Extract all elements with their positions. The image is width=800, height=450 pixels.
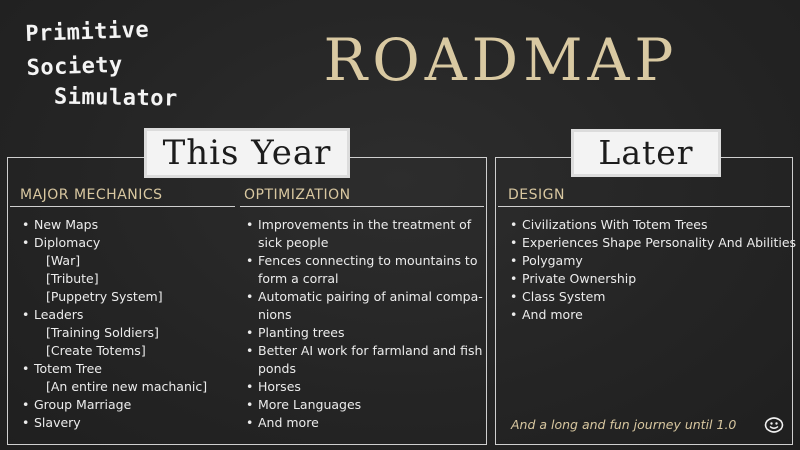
list-item: • Private Ownership xyxy=(510,270,796,288)
list-item: • Group Marriage xyxy=(22,396,207,414)
optimization-list xyxy=(246,216,483,432)
logo-line-2: Simulator xyxy=(53,84,178,112)
major-mechanics-list xyxy=(22,216,207,432)
logo-line-1: Primitive Society xyxy=(25,17,150,81)
list-item: • And more xyxy=(246,414,483,432)
list-item: • New Maps xyxy=(22,216,207,234)
list-item: • Civilizations With Totem Trees xyxy=(510,216,796,234)
list-item: • Diplomacy xyxy=(22,234,207,252)
design-heading: DESIGN xyxy=(508,187,565,203)
list-item: • Slavery xyxy=(22,414,207,432)
design-list xyxy=(510,216,796,324)
sub-list-item: [Tribute] xyxy=(46,271,99,286)
optimization-heading: OPTIMIZATION xyxy=(244,187,351,203)
journey-note: And a long and fun journey until 1.0 xyxy=(511,417,737,432)
page-title: ROADMAP xyxy=(323,26,679,94)
sub-list-item: [Puppetry System] xyxy=(46,289,163,304)
list-item: • Improvements in the treatment of xyxy=(246,216,483,234)
list-item: • Experiences Shape Personality And Abilities xyxy=(510,234,796,252)
sub-list-item: [Training Soldiers] xyxy=(46,325,159,340)
this-year-label: This Year xyxy=(144,128,350,178)
column-divider xyxy=(10,206,235,207)
list-item: • Automatic pairing of animal compa- xyxy=(246,288,483,306)
list-item: • Class System xyxy=(510,288,796,306)
column-divider xyxy=(240,206,484,207)
list-item: • And more xyxy=(510,306,796,324)
list-item: • Leaders xyxy=(22,306,207,324)
column-divider xyxy=(498,206,790,207)
list-item: form a corral xyxy=(258,271,339,286)
sub-list-item: [War] xyxy=(46,253,81,268)
list-item: sick people xyxy=(258,235,329,250)
sub-list-item: [An entire new machanic] xyxy=(46,379,208,394)
list-item: • More Languages xyxy=(246,396,483,414)
list-item: • Fences connecting to mountains to xyxy=(246,252,483,270)
later-label: Later xyxy=(571,129,721,177)
game-logo xyxy=(26,14,256,116)
list-item: nions xyxy=(258,307,292,322)
major-mechanics-heading: MAJOR MECHANICS xyxy=(20,187,163,203)
list-item: • Polygamy xyxy=(510,252,796,270)
list-item: • Planting trees xyxy=(246,324,483,342)
list-item: • Totem Tree xyxy=(22,360,207,378)
list-item: • Horses xyxy=(246,378,483,396)
list-item: • Better AI work for farmland and fish xyxy=(246,342,483,360)
list-item: ponds xyxy=(258,361,296,376)
sub-list-item: [Create Totems] xyxy=(46,343,146,358)
smiley-face-icon xyxy=(764,416,784,434)
